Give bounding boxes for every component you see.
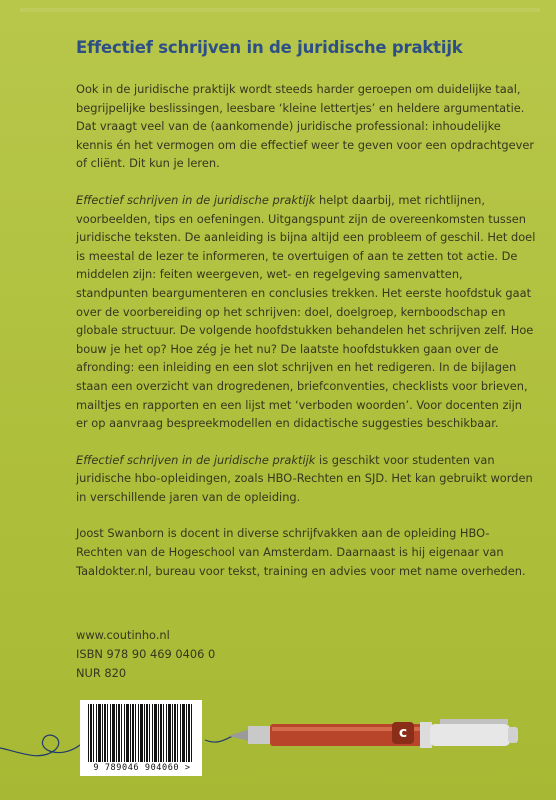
publisher-website: www.coutinho.nl	[76, 628, 170, 642]
barcode-digits: 9 789046 904060 >	[93, 763, 191, 773]
paragraph-text: is geschikt voor studenten van juridische hbo-opleidingen, zoals HBO-Rechten en SJD. Het kan gebruikt worden in verschillende jaren van de opleiding.	[76, 452, 533, 504]
isbn-number: ISBN 978 90 469 0406 0	[76, 646, 216, 661]
blurb	[76, 80, 536, 598]
pen-clip	[440, 719, 508, 724]
pen-cap	[430, 724, 510, 746]
paragraph-text: Joost Swanborn is docent in diverse schrijfvakken aan de opleiding HBO-Rechten van de Hogeschool van Amsterdam. Daarnaast is hij eigenaar van Taaldokter.nl, bureau voor tekst, training en advies voor met name overheden.	[76, 526, 526, 578]
paragraph-audience	[76, 451, 536, 507]
publisher-logo	[392, 722, 414, 744]
publication-info	[76, 626, 215, 682]
book-title: Effectief schrijven in de juridische praktijk	[76, 38, 463, 57]
paragraph-intro	[76, 80, 536, 173]
ink-line	[0, 735, 80, 756]
pen-nib	[228, 729, 250, 741]
paragraph-content	[76, 191, 536, 433]
paragraph-author	[76, 524, 536, 580]
barcode	[80, 700, 202, 776]
paragraph-text: Ook in de juridische praktijk wordt steeds harder geroepen om duidelijke taal, begrijpelijke beslissingen, leesbare ‘kleine lettertjes’ en heldere argumentatie. Dat vraagt veel van de (aankomende) juridische professional: inhoudelijke kennis én het vermogen om die effectief weer te geven voor een opdrachtgever of cliënt. Dit kun je leren.	[76, 82, 535, 171]
barcode-bars	[88, 704, 194, 762]
paragraph-text: helpt daarbij, met richtlijnen, voorbeelden, tips en oefeningen. Uitgangspunt zijn de overeenkomsten tussen juridische teksten. De aanleiding is bijna altijd een probleem of geschil. Het doel is meestal de lezer te informeren, te overtuigen of aan te zetten tot actie. De middelen zijn: feiten weergeven, wet- en regelgeving samenvatten, standpunten beargumenteren en conclusies trekken. Het eerste hoofdstuk gaat over de voorbereiding op het schrijven: doel, doelgroep, kernboodschap en globale structuur. De volgende hoofdstukken behandelen het schrijven zelf. Hoe bouw je het op? Hoe zég je het nu? De laatste hoofdstukken gaan over de afronding: een inleiding en een slot schrijven en het redigeren. In de bijlagen staan een overzicht van drogredenen, briefconventies, checklists voor brieven, mailtjes en rapporten en een lijst met ‘verboden woorden’. Voor docenten zijn er op aanvraag bespreekmodellen en didactische suggesties beschikbaar.	[76, 192, 536, 431]
paragraph-italic: Effectief schrijven in de juridische praktijk	[76, 452, 316, 467]
publisher-logo-letter: c	[398, 725, 408, 741]
nur-code: NUR 820	[76, 665, 127, 680]
pen-grip	[248, 726, 272, 744]
paragraph-italic: Effectief schrijven in de juridische praktijk	[76, 192, 316, 207]
pen-cap-end	[508, 727, 518, 743]
top-edge-band	[20, 8, 540, 12]
